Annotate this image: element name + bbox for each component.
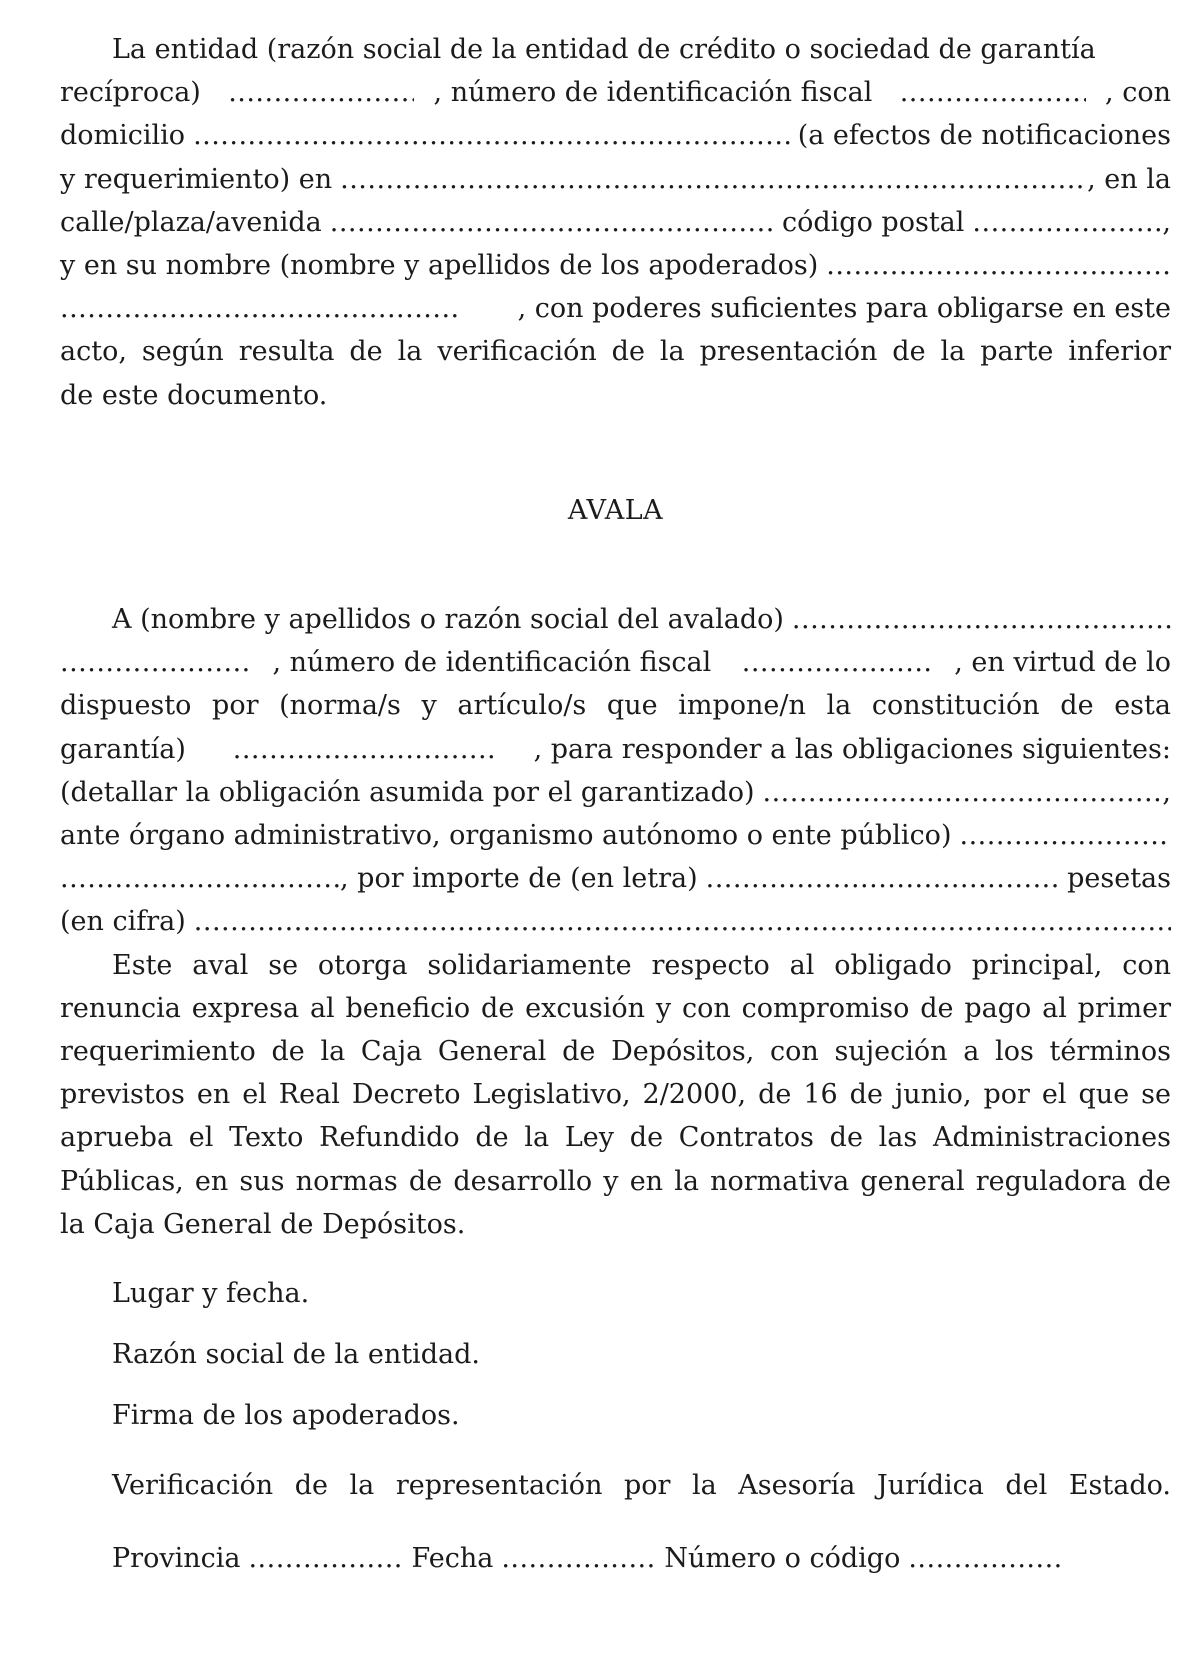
intro-text: y requerimiento) en [60,163,333,195]
intro-line-1 [60,28,1171,71]
blank-field-obligation[interactable] [763,771,1163,814]
avala-text: , para responder a las obligaciones siguientes: [533,733,1171,765]
blank-field-number[interactable] [908,1537,1063,1580]
intro-line-6 [60,244,1171,287]
closing-section [60,1272,1171,1580]
blank-field-amount-figures[interactable] [194,900,1171,943]
intro-line-7 [60,287,1171,330]
intro-text: (a efectos de notificaciones [797,120,1171,152]
blank-field-guaranteed-nif[interactable] [742,641,932,684]
intro-line-4 [60,158,1171,201]
blank-field-public-body-cont[interactable] [60,857,340,900]
avala-line-5 [60,771,1171,814]
blank-field-province[interactable] [248,1537,403,1580]
intro-line-5 [60,201,1171,244]
avala-text: , por importe de (en letra) [340,863,698,895]
avala-text: ante órgano administrativo, organismo autónomo o ente público) [60,820,952,852]
section-heading: AVALA [567,494,664,526]
blank-field-city[interactable] [340,158,1087,201]
avala-text: garantía) [60,733,186,765]
blank-field-norm[interactable] [233,728,495,771]
intro-line-9 [60,374,1171,417]
avala-line-4 [60,728,1171,771]
avala-text: pesetas [1067,863,1171,895]
avala-line-1 [60,598,1171,641]
avala-text: , en virtud de lo [954,647,1171,679]
avala-text: (en cifra) [60,906,186,938]
blank-field-attorneys-cont[interactable] [60,287,458,330]
intro-text: , con poderes suficientes para obligarse en este [517,293,1171,325]
number-label: Número o código [664,1542,901,1574]
intro-text: recíproca) [60,77,201,109]
blank-field-attorneys[interactable] [826,244,1171,287]
blank-field-entity-name[interactable] [228,71,414,114]
verification-label: Verificación de la representación por la Asesoría Jurídica del Estado. [112,1469,1171,1501]
intro-text: , con [1105,77,1171,109]
intro-text: calle/plaza/avenida [60,206,322,238]
entity-name-label: Razón social de la entidad. [112,1339,480,1371]
blank-field-entity-nif[interactable] [900,71,1086,114]
intro-text: La entidad (razón social de la entidad de crédito o sociedad de garantía [112,34,1096,65]
intro-text: de este documento. [60,379,328,411]
avala-line-2 [60,641,1171,684]
blank-field-guaranteed-name-cont[interactable] [60,641,250,684]
intro-line-2 [60,71,1171,114]
avala-line-7 [60,857,1171,900]
blank-field-amount-letters[interactable] [706,857,1059,900]
blank-field-street[interactable] [330,201,774,244]
avala-text: , número de identificación fiscal [272,647,712,679]
place-date-label: Lugar y fecha. [112,1278,310,1310]
avala-text: (detallar la obligación asumida por el garantizado) [60,776,755,808]
province-label: Provincia [112,1542,241,1574]
intro-line-3 [60,114,1171,157]
intro-line-8 [60,330,1171,373]
avala-line-6 [60,814,1171,857]
verification-fields-line [112,1537,1171,1580]
intro-text: código postal [782,206,965,238]
blank-field-postal-code[interactable] [972,201,1162,244]
intro-text: acto, según resulta de la verificación de la presentación de la parte inferior [60,336,1171,368]
avala-section [60,598,1171,944]
avala-text: dispuesto por (norma/s y artículo/s que impone/n la constitución de esta [60,690,1171,722]
intro-text: , número de identificación fiscal [433,77,873,109]
blank-field-date[interactable] [501,1537,656,1580]
blank-field-public-body[interactable] [959,814,1171,857]
intro-text: , [1162,206,1171,238]
avala-line-8 [60,900,1171,943]
intro-section [60,28,1171,417]
signature-label: Firma de los apoderados. [112,1400,460,1432]
avala-line-3 [60,684,1171,727]
date-label: Fecha [411,1542,494,1574]
blank-field-guaranteed-name[interactable] [792,598,1171,641]
blank-field-domicile[interactable] [193,114,790,157]
intro-text: , en la [1087,163,1171,195]
avala-text: A (nombre y apellidos o razón social del avalado) [112,604,784,636]
intro-text: y en su nombre (nombre y apellidos de los apoderados) [60,250,819,282]
body-paragraph: Este aval se otorga solidariamente respecto al obligado principal, con renuncia expresa al beneficio de excusión y con compromiso de pago al primer requerimiento de la Caja General de Depósitos, con sujeción a los términos previstos en el Real Decreto Legislativo, 2/2000, de 16 de junio, por el que se aprueba el Texto Refundido de la Ley de Contratos de las Administraciones Públicas, en sus normas de desarrollo y en la normativa general reguladora de la Caja General de Depósitos. [60,949,1171,1240]
avala-text: , [1162,776,1171,808]
intro-text: domicilio [60,120,186,152]
